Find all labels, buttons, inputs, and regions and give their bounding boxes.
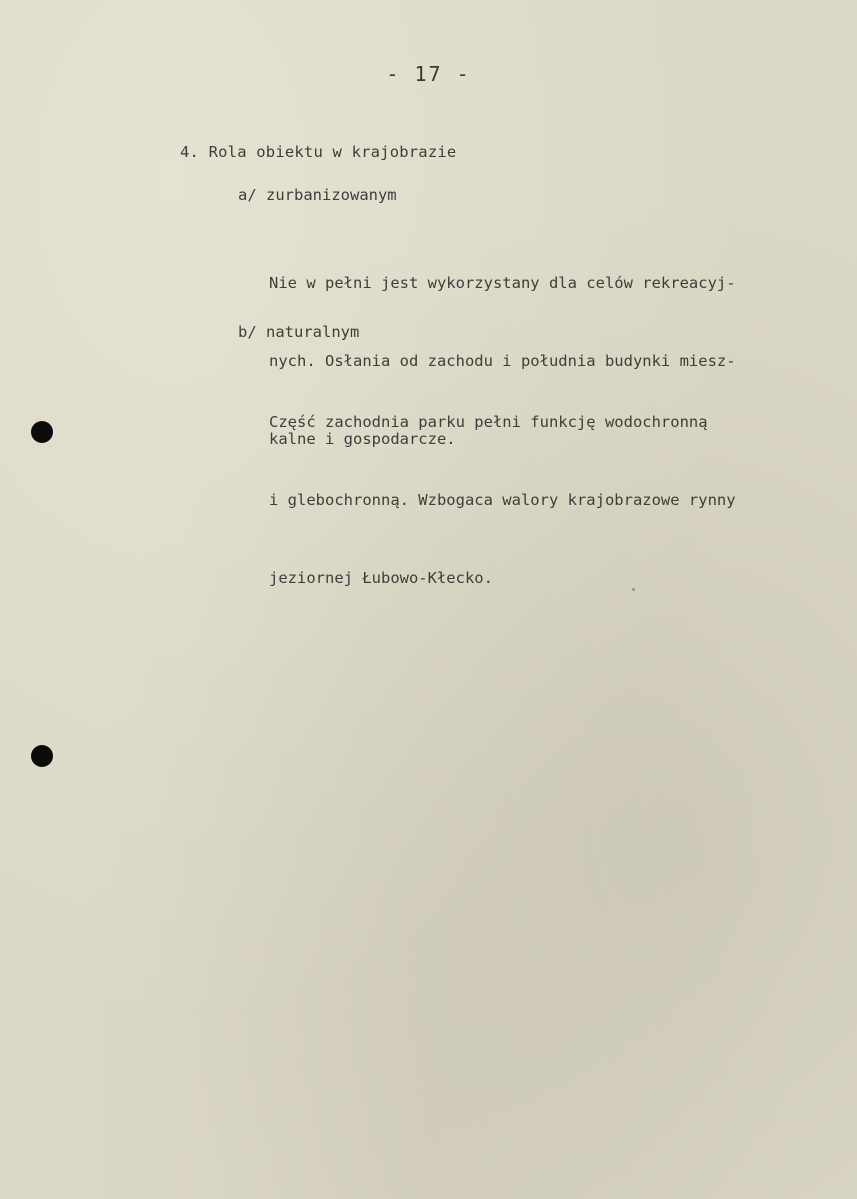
punch-hole-top xyxy=(31,421,53,443)
subsection-a-label: a/ zurbanizowanym xyxy=(238,186,397,204)
paragraph-line: nych. Osłania od zachodu i południa budynki miesz- xyxy=(269,352,736,370)
punch-hole-bottom xyxy=(31,745,53,767)
subsection-b-label: b/ naturalnym xyxy=(238,323,360,341)
paragraph-line: kalne i gospodarcze. xyxy=(269,430,456,448)
paragraph-line: Nie w pełni jest wykorzystany dla celów rekreacyj- xyxy=(269,274,736,292)
subsection-b-paragraph xyxy=(269,357,829,643)
section-heading: 4. Rola obiektu w krajobrazie xyxy=(180,143,457,161)
page-number: - 17 - xyxy=(386,62,471,86)
paragraph-line: i glebochronną. Wzbogaca walory krajobrazowe rynny xyxy=(269,491,736,509)
paragraph-line: Część zachodnia parku pełni funkcję wodochronną xyxy=(269,413,708,431)
paragraph-line: jeziornej Łubowo-Kłecko. xyxy=(269,569,493,587)
paper-speck xyxy=(632,588,635,591)
